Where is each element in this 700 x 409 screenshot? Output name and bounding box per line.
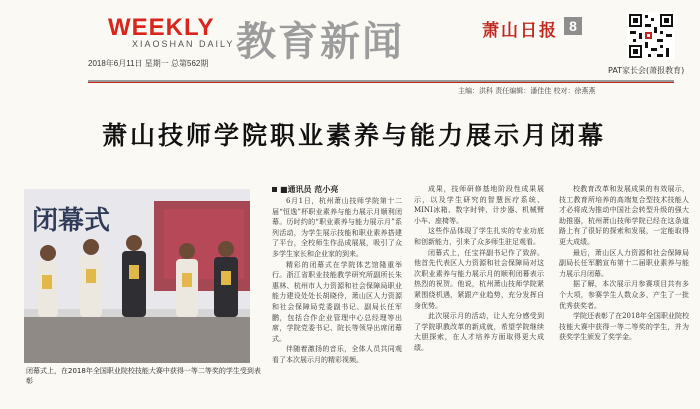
- article-column-3: [559, 184, 689, 406]
- weekly-logo: WEEKLY: [108, 14, 215, 41]
- paper-logo: 萧山日报: [482, 21, 558, 41]
- paragraph: 成果，技师研修基地阶段性成果展示，以及学生研究的智慧医疗系统、MINI冰箱、数字时钟、计步器、机械臂小车、座椅等。: [414, 185, 544, 225]
- page-number: 8: [564, 17, 582, 35]
- editor-credits: 主编：洪科 责任编辑：潘佳佳 校对：徐燕燕: [458, 87, 596, 95]
- paragraph: 校教育改革和发展成果的有效展示，技工教育所培养的高端复合型技术技能人才必将成为推动中国社会转型升级的强大助推器，杭州萧山技师学院已经在这条道路上有了很好的探索和发展，一定能取得更大成绩。: [559, 185, 689, 246]
- article-column-1: [272, 196, 402, 406]
- paragraph: 此次展示月的活动，让人充分感受到了学院职教改革的新成就，希望学院继续大胆探索，在人才培养方面取得更大成绩。: [414, 312, 544, 352]
- article-column-2: [414, 184, 544, 406]
- article-headline: 萧山技师学院职业素养与能力展示月闭幕: [101, 121, 606, 150]
- byline-text: ■通讯员 范小亮: [280, 185, 339, 194]
- byline-marker-icon: [272, 187, 277, 192]
- ceremony-photo: [24, 189, 250, 363]
- paragraph: 闭幕式上，任宝祥副书记作了致辞。他首先代表区人力资源和社会保障局对这次职业素养与能力展示月的顺利闭幕表示热烈的祝贺。他说，杭州萧山技师学院紧紧围绕机遇，紧跟产业趋势，充分发挥自身优势。: [414, 248, 544, 310]
- paragraph: 最后，萧山区人力资源和社会保障局副局长任军鹏宣布第十二届职业素养与能力展示月闭幕。: [559, 248, 689, 278]
- photo-caption: 闭幕式上，在2018年全国职业院校技能大赛中获得一等二等奖的学生受到表彰: [26, 367, 261, 385]
- qr-label: PAT家长会(萧报教育): [608, 66, 685, 75]
- paragraph: 伴随着激扬的音乐，全体人员共同观看了本次展示月的精彩视频。: [272, 345, 402, 364]
- qr-code-icon: [627, 12, 675, 60]
- paragraph: 这些作品体现了学生扎实的专业功底和创新能力，引来了众多师生驻足观看。: [414, 227, 544, 246]
- section-title: 教育新闻: [236, 19, 404, 65]
- weekly-subtitle: XIAOSHAN DAILY: [132, 39, 235, 49]
- article-byline: [272, 184, 338, 195]
- issue-date-line: 2018年6月11日 星期一 总第562期: [88, 59, 209, 68]
- paragraph: 精彩的闭幕式在学院体艺馆隆重举行。浙江省职业技能教学研究所副所长朱惠林、杭州市人力资源和社会保障局职业能力建设处处长胡晓伶，萧山区人力资源和社会保障局党委副书记、副局长任军鹏，包括合作企业管理中心总经理等出席，学院党委书记、院长等领导出席闭幕式。: [272, 260, 402, 343]
- paragraph: 据了解，本次展示月参赛项目共有多个大项，参赛学生人数众多，产生了一批优秀获奖者。: [559, 280, 689, 310]
- paragraph: 6月1日，杭州萧山技师学院第十二届“恒逸”杯职业素养与能力展示月顺利闭幕。历时约的“职业素养与能力展示月”系列活动，为学生展示技能和职业素养搭建了平台，全校师生作品成展展，吸引了众多学生家长和企业家的到来。: [272, 197, 402, 258]
- header-divider-accent: [88, 82, 674, 83]
- paragraph: 学院还表彰了在2018年全国职业院校技能大赛中获得一等二等奖的学生，并为获奖学生颁发了奖学金。: [559, 312, 689, 342]
- photo-banner-text: 闭幕式: [32, 206, 111, 236]
